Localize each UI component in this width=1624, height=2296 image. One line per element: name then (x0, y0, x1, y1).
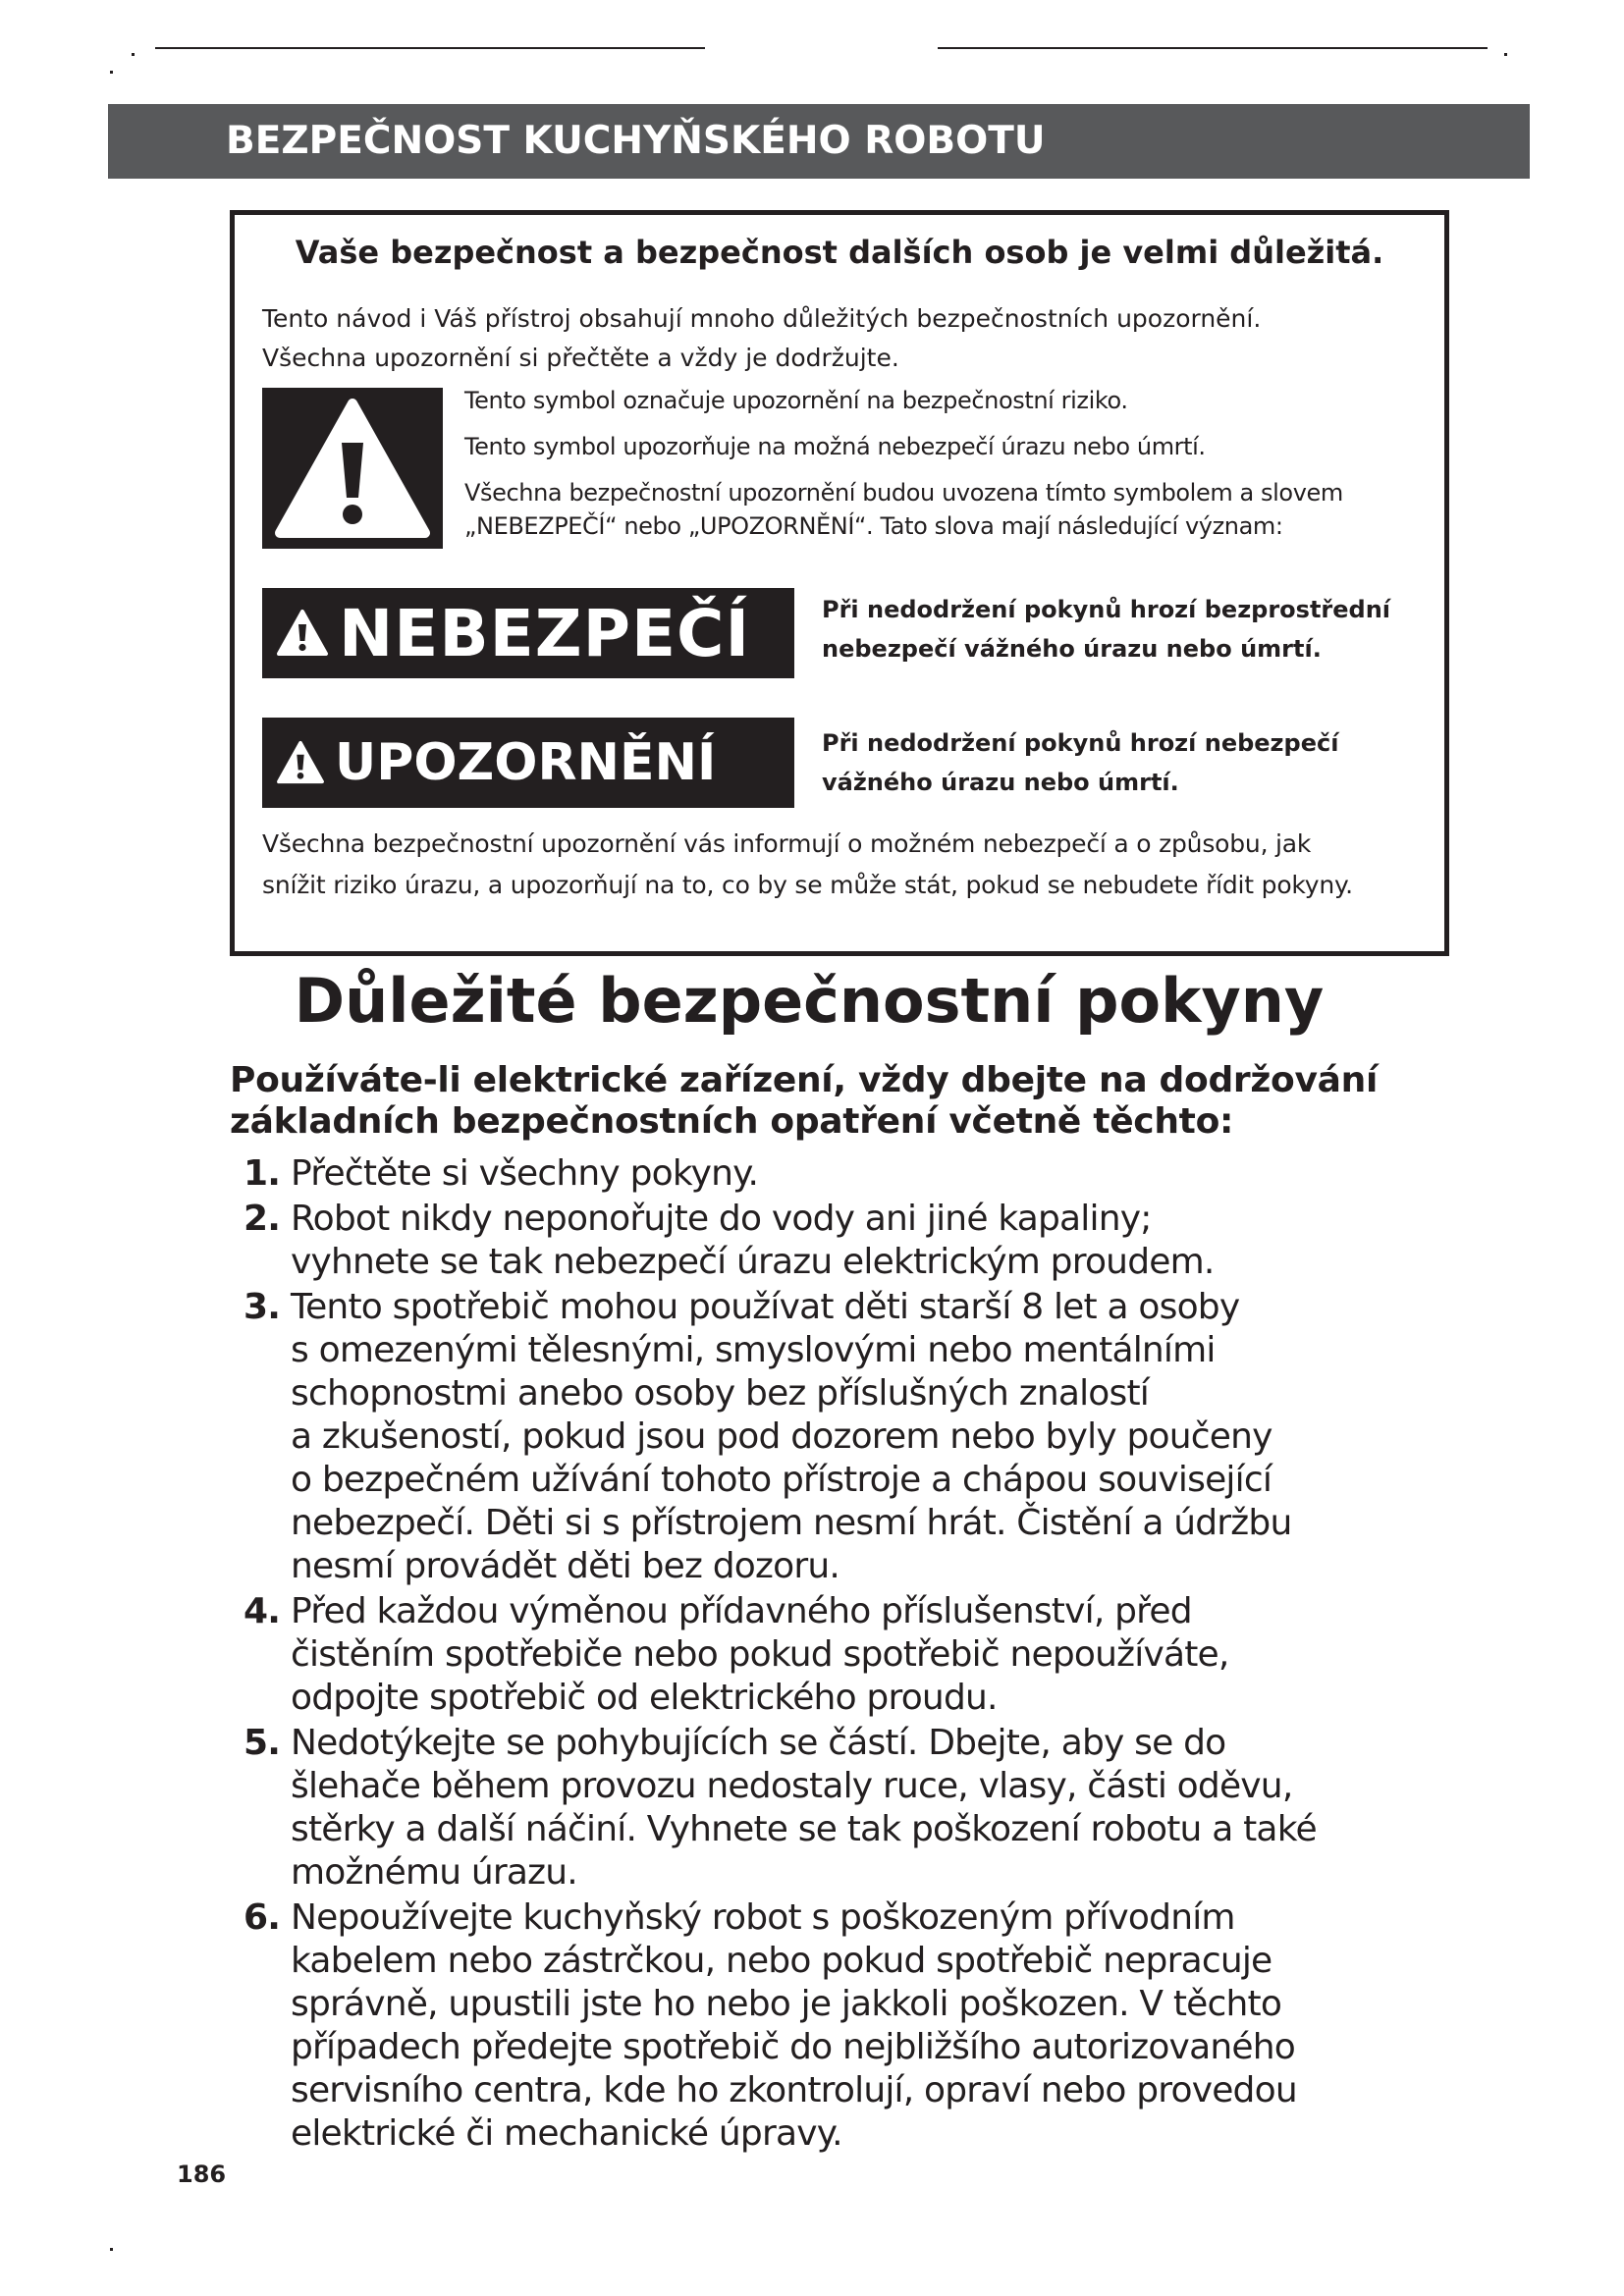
instruction-number: 2. (244, 1199, 281, 1239)
lead-line: Používáte-li elektrické zařízení, vždy dbejte na dodržování (230, 1060, 1378, 1100)
instruction-number: 6. (244, 1897, 281, 1938)
instruction-line: o bezpečném užívání tohoto přístroje a chápou související (291, 1460, 1272, 1500)
instruction-line: elektrické či mechanické úpravy. (291, 2113, 842, 2154)
instruction-line: šlehače během provozu nedostaly ruce, vlasy, části oděvu, (291, 1766, 1293, 1806)
instruction-line: Robot nikdy neponořujte do vody ani jiné kapaliny; (291, 1199, 1152, 1239)
instruction-item (230, 1722, 1506, 1895)
instruction-line: nesmí provádět děti bez dozoru. (291, 1546, 840, 1586)
instruction-line: Nepoužívejte kuchyňský robot s poškozeným přívodním (291, 1897, 1235, 1938)
instruction-line: čistěním spotřebiče nebo pokud spotřebič nepoužíváte, (291, 1634, 1229, 1675)
instruction-line: schopnostmi anebo osoby bez příslušných znalostí (291, 1373, 1149, 1414)
warning-signal-label (262, 718, 794, 808)
intro-line: Všechna upozornění si přečtěte a vždy je dodržujte. (262, 344, 899, 372)
intro-line: Tento návod i Váš přístroj obsahují mnoho důležitých bezpečnostních upozornění. (262, 304, 1262, 333)
symbol-line: Tento symbol upozorňuje na možná nebezpečí úrazu nebo úmrtí. (464, 433, 1206, 460)
safety-box-heading: Vaše bezpečnost a bezpečnost dalších osob je velmi důležitá. (295, 234, 1384, 271)
instruction-item (230, 1896, 1506, 2156)
instruction-number: 4. (244, 1591, 281, 1631)
symbol-line: Tento symbol označuje upozornění na bezpečnostní riziko. (464, 387, 1128, 414)
warning-description-line: Při nedodržení pokynů hrozí nebezpečí (822, 729, 1339, 757)
lead-paragraph (230, 1060, 1467, 1143)
instruction-line: správně, upustili jste ho nebo je jakkoli poškozen. V těchto (291, 1984, 1282, 2024)
lead-line: základních bezpečnostních opatření včetně těchto: (230, 1101, 1234, 1142)
instruction-line: možnému úrazu. (291, 1852, 577, 1893)
instruction-line: vyhnete se tak nebezpečí úrazu elektrickým proudem. (291, 1242, 1215, 1282)
safety-instructions-list (230, 1152, 1506, 2158)
danger-warning-icon (276, 609, 329, 658)
page-number: 186 (177, 2161, 227, 2188)
instruction-line: Přečtěte si všechny pokyny. (291, 1153, 759, 1194)
symbol-explanation (464, 384, 1446, 543)
page-title: Důležité bezpečnostní pokyny (294, 965, 1325, 1037)
instruction-line: a zkušeností, pokud jsou pod dozorem nebo byly poučeny (291, 1416, 1272, 1457)
instruction-line: nebezpečí. Děti si s přístrojem nesmí hrát. Čistění a údržbu (291, 1503, 1292, 1543)
closing-line: Všechna bezpečnostní upozornění vás informují o možném nebezpečí a o způsobu, jak (262, 829, 1312, 858)
symbol-line: „NEBEZPEČÍ“ nebo „UPOZORNĚNÍ“. Tato slova mají následující význam: (464, 512, 1283, 540)
danger-signal-label (262, 588, 794, 678)
crop-mark (1504, 53, 1507, 56)
crop-mark (110, 71, 113, 74)
section-header (108, 104, 1530, 179)
safety-alert-icon (262, 388, 443, 549)
instruction-number: 1. (244, 1153, 281, 1194)
closing-line: snížit riziko úrazu, a upozorňují na to, co by se může stát, pokud se nebudete řídit pokyny. (262, 871, 1353, 899)
safety-closing-text (262, 824, 1440, 906)
danger-description-line: Při nedodržení pokynů hrozí bezprostřední (822, 596, 1391, 623)
crop-mark (132, 53, 135, 56)
instruction-line: případech předejte spotřebič do nejbližšího autorizovaného (291, 2027, 1295, 2067)
danger-description (822, 590, 1431, 668)
danger-description-line: nebezpečí vážného úrazu nebo úmrtí. (822, 635, 1322, 663)
instruction-line: odpojte spotřebič od elektrického proudu. (291, 1678, 998, 1718)
warning-description-line: vážného úrazu nebo úmrtí. (822, 769, 1179, 796)
instruction-item (230, 1198, 1506, 1284)
instruction-line: kabelem nebo zástrčkou, nebo pokud spotřebič nepracuje (291, 1941, 1272, 1981)
instruction-line: stěrky a další náčiní. Vyhnete se tak poškození robotu a také (291, 1809, 1317, 1849)
instruction-line: servisního centra, kde ho zkontrolují, opraví nebo provedou (291, 2070, 1297, 2110)
top-rule-left (155, 47, 705, 49)
top-rule-right (938, 47, 1488, 49)
warning-label-text: UPOZORNĚNÍ (335, 733, 717, 792)
instruction-line: Před každou výměnou přídavného příslušenství, před (291, 1591, 1192, 1631)
warning-triangle-icon (276, 740, 325, 785)
crop-mark (110, 2248, 113, 2251)
instruction-item (230, 1286, 1506, 1588)
instruction-line: Nedotýkejte se pohybujících se částí. Dbejte, aby se do (291, 1723, 1226, 1763)
instruction-item (230, 1152, 1506, 1196)
instruction-number: 3. (244, 1287, 281, 1327)
instruction-number: 5. (244, 1723, 281, 1763)
symbol-line: Všechna bezpečnostní upozornění budou uvozena tímto symbolem a slovem (464, 479, 1343, 507)
instruction-line: s omezenými tělesnými, smyslovými nebo mentálními (291, 1330, 1216, 1370)
section-title: BEZPEČNOST KUCHYŇSKÉHO ROBOTU (226, 119, 1046, 163)
warning-description (822, 723, 1431, 802)
danger-label-text: NEBEZPEČÍ (339, 595, 751, 671)
safety-intro (262, 299, 1421, 378)
safety-notice-box (230, 210, 1449, 956)
instruction-item (230, 1590, 1506, 1720)
instruction-line: Tento spotřebič mohou používat děti starší 8 let a osoby (291, 1287, 1240, 1327)
